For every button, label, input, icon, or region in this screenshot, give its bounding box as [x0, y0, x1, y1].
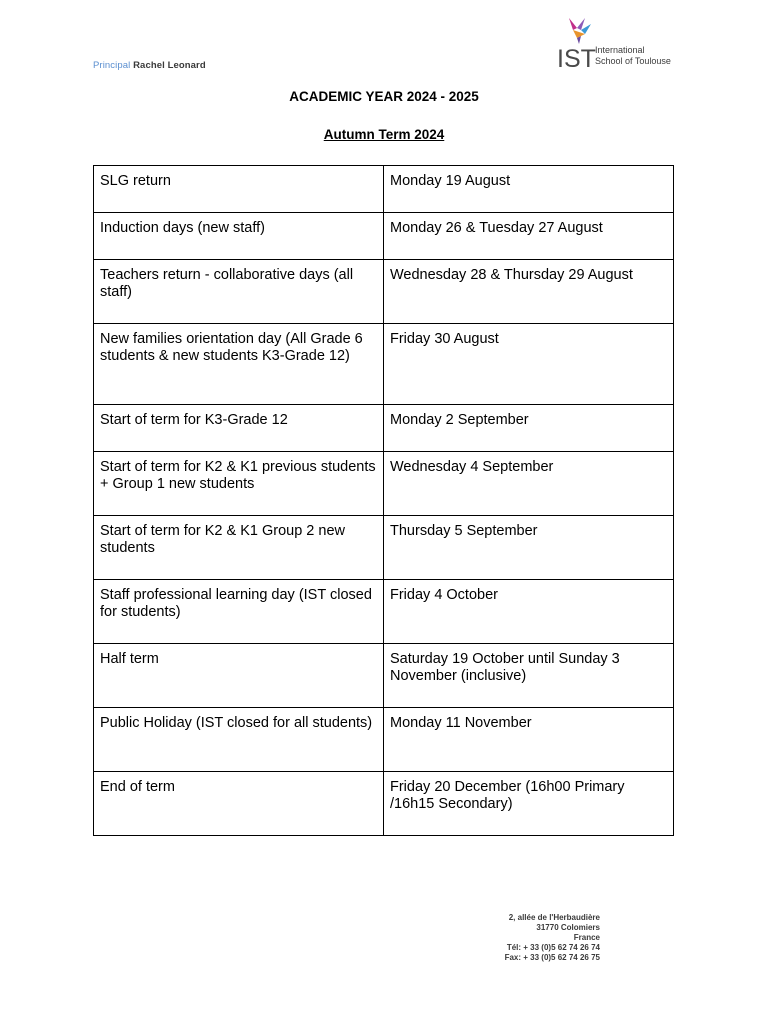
table-row — [94, 772, 674, 836]
event-cell: Start of term for K3-Grade 12 — [94, 405, 384, 452]
event-cell: Staff professional learning day (IST closed for students) — [94, 580, 384, 644]
date-cell: Friday 20 December (16h00 Primary /16h15 Secondary) — [384, 772, 674, 836]
table-row — [94, 405, 674, 452]
event-cell: Induction days (new staff) — [94, 213, 384, 260]
table-row — [94, 580, 674, 644]
address-line: 31770 Colomiers — [536, 923, 600, 932]
school-address — [505, 913, 600, 963]
page-title: ACADEMIC YEAR 2024 - 2025 — [289, 89, 479, 104]
table-row — [94, 452, 674, 516]
address-line: France — [573, 933, 600, 942]
term-title: Autumn Term 2024 — [323, 127, 445, 142]
table-row — [94, 166, 674, 213]
table-row — [94, 213, 674, 260]
event-cell: Teachers return - collaborative days (all staff) — [94, 260, 384, 324]
table-row — [94, 708, 674, 772]
event-cell: End of term — [94, 772, 384, 836]
event-cell: Public Holiday (IST closed for all students) — [94, 708, 384, 772]
logo-wordmark — [595, 45, 671, 67]
principal-name: Rachel Leonard — [133, 60, 206, 71]
date-cell: Saturday 19 October until Sunday 3 November (inclusive) — [384, 644, 674, 708]
table-row — [94, 644, 674, 708]
logo-line-1: International — [595, 45, 645, 55]
date-cell: Friday 4 October — [384, 580, 674, 644]
event-cell: Half term — [94, 644, 384, 708]
table-row — [94, 516, 674, 580]
event-cell: Start of term for K2 & K1 Group 2 new students — [94, 516, 384, 580]
logo-line-2: School of Toulouse — [595, 56, 671, 66]
phone-line: Tél: + 33 (0)5 62 74 26 74 — [506, 943, 600, 952]
principal-role: Principal — [93, 60, 131, 71]
fax-line: Fax: + 33 (0)5 62 74 26 75 — [504, 953, 600, 962]
event-cell: New families orientation day (All Grade 6 students & new students K3-Grade 12) — [94, 324, 384, 405]
date-cell: Wednesday 28 & Thursday 29 August — [384, 260, 674, 324]
svg-text:IST: IST — [557, 45, 596, 70]
date-cell: Friday 30 August — [384, 324, 674, 405]
table-row — [94, 324, 674, 405]
term-calendar-table — [93, 165, 674, 836]
date-cell: Monday 26 & Tuesday 27 August — [384, 213, 674, 260]
address-line: 2, allée de l'Herbaudière — [508, 913, 600, 922]
date-cell: Thursday 5 September — [384, 516, 674, 580]
principal-credit — [93, 60, 206, 71]
date-cell: Monday 2 September — [384, 405, 674, 452]
event-cell: SLG return — [94, 166, 384, 213]
table-row — [94, 260, 674, 324]
event-cell: Start of term for K2 & K1 previous students + Group 1 new students — [94, 452, 384, 516]
school-logo — [555, 14, 685, 70]
date-cell: Monday 19 August — [384, 166, 674, 213]
date-cell: Monday 11 November — [384, 708, 674, 772]
date-cell: Wednesday 4 September — [384, 452, 674, 516]
